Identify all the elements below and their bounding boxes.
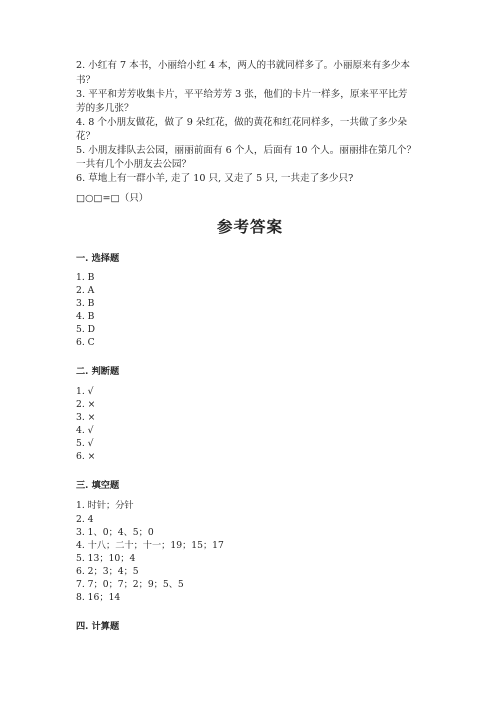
answer-item: 1. √ bbox=[76, 386, 94, 397]
answer-key-title: 参考答案 bbox=[216, 217, 283, 236]
answer-item: 6. × bbox=[76, 451, 96, 462]
equation-template: □○□=□（只） bbox=[76, 193, 149, 204]
answer-item: 6. C bbox=[76, 337, 95, 348]
answer-item: 7. 7；0；7；2；9；5、5 bbox=[76, 579, 184, 590]
answer-item: 4. 十八；二十；十一；19；15；17 bbox=[76, 540, 224, 551]
question-6-line-1: 6. 草地上有一群小羊, 走了 10 只, 又走了 5 只, 一共走了多少只? bbox=[76, 173, 354, 184]
section-heading-true-false: 二. 判断题 bbox=[76, 366, 120, 377]
answer-item: 2. 4 bbox=[76, 514, 94, 525]
question-2-line-2: 书？ bbox=[76, 75, 96, 86]
section-heading-calculation: 四. 计算题 bbox=[76, 621, 120, 632]
answer-item: 5. 13；10；4 bbox=[76, 553, 136, 564]
answer-item: 3. B bbox=[76, 298, 95, 309]
question-2-line-1: 2. 小红有 7 本书，小丽给小红 4 本，两人的书就同样多了。小丽原来有多少本 bbox=[76, 60, 411, 71]
answer-item: 4. B bbox=[76, 311, 95, 322]
answer-item: 2. × bbox=[76, 399, 96, 410]
answer-item: 1. 时针；分针 bbox=[76, 500, 134, 511]
question-5-line-2: 一共有几个小朋友去公园？ bbox=[76, 159, 192, 170]
answer-item: 1. B bbox=[76, 272, 95, 283]
answer-item: 2. A bbox=[76, 285, 95, 296]
answer-item: 5. √ bbox=[76, 438, 94, 449]
answer-item: 4. √ bbox=[76, 425, 94, 436]
answer-item: 6. 2；3；4；5 bbox=[76, 566, 139, 577]
answer-item: 3. × bbox=[76, 412, 96, 423]
question-3-line-1: 3. 平平和芳芳收集卡片，平平给芳芳 3 张，他们的卡片一样多，原来平平比芳 bbox=[76, 89, 408, 100]
answer-item: 3. 1、0；4、5；0 bbox=[76, 527, 154, 538]
question-4-line-1: 4. 8 个小朋友做花，做了 9 朵红花，做的黄花和红花同样多，一共做了多少朵 bbox=[76, 117, 407, 128]
question-3-line-2: 芳的多几张？ bbox=[76, 103, 134, 114]
answer-item: 8. 16；14 bbox=[76, 592, 121, 603]
section-heading-fill-blank: 三. 填空题 bbox=[76, 480, 120, 491]
answer-item: 5. D bbox=[76, 324, 96, 335]
section-heading-choice: 一. 选择题 bbox=[76, 253, 120, 264]
question-5-line-1: 5. 小朋友排队去公园，丽丽前面有 6 个人，后面有 10 个人。丽丽排在第几个？ bbox=[76, 145, 417, 156]
question-4-line-2: 花？ bbox=[76, 131, 96, 142]
